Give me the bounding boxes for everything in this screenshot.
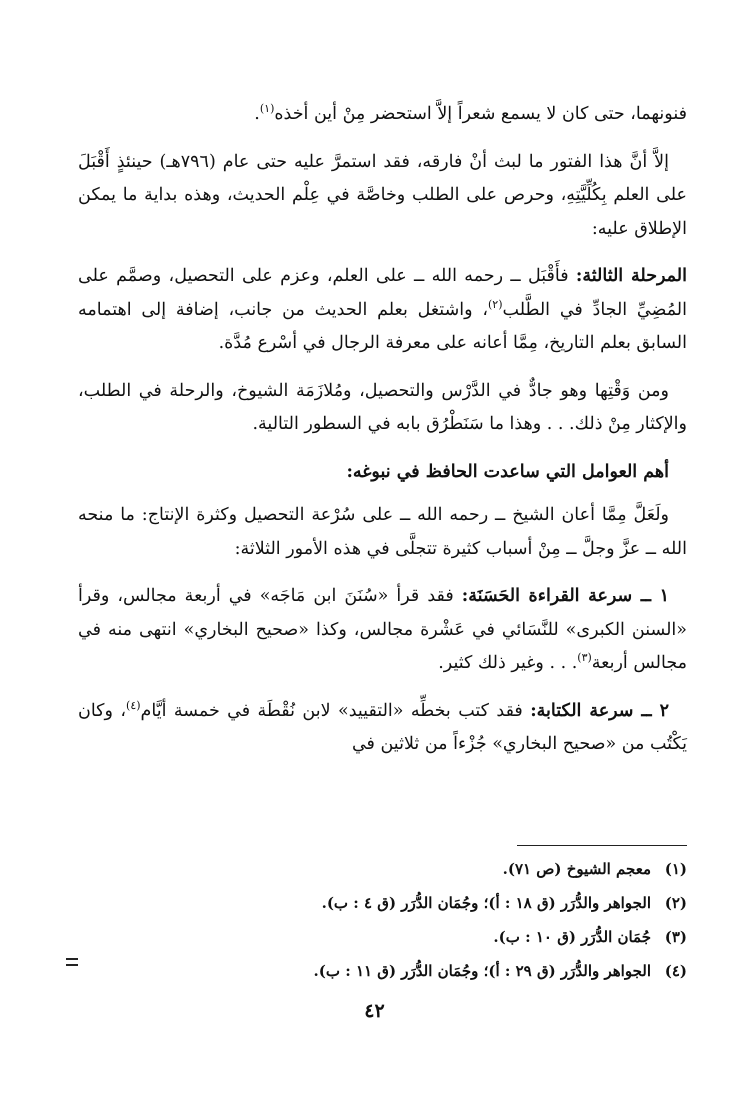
page-number: ٤٢ [364, 1000, 385, 1022]
footnote-2-text: الجواهر والدُّرَر (ق ١٨ : أ)؛ وجُمَان الدُّرَر (ق ٤ : ب). [321, 894, 651, 912]
paragraph-2 [78, 146, 687, 247]
footnote-divider [517, 845, 687, 846]
footnote-3-number: (٣) [664, 928, 687, 946]
footnote-3 [78, 920, 687, 954]
factor-one-label: ١ ــ سرعة القراءة الحَسَنَة: [461, 586, 669, 606]
footnotes [78, 852, 687, 988]
paragraph-3-text: فأَقْبَل ــ رحمه الله ــ على العلم، وعزم على التحصيل، وصمَّم على المُضِيِّ الجادِّ في الطَّلب [78, 266, 688, 320]
paragraph-7 [78, 695, 687, 762]
paragraph-1-text: فنونهما، حتى كان لا يسمع شعراً إلاَّ استحضر مِنْ أين أخذه [274, 104, 687, 124]
paragraph-7-text: فقد كتب بخطِّه «التقييد» لابن نُقْطَة في خمسة أيَّام [140, 700, 531, 721]
margin-mark [66, 958, 78, 966]
paragraph-1-tail: . [254, 104, 260, 124]
paragraph-2-text: إلاَّ أنَّ هذا الفتور ما لبث أنْ فارقه، فقد استمرَّ عليه حتى عام (٧٩٦هـ) حينئذٍ أَقْبَلَ على العلم بِكُلِّيَّتِهِ، وحرص على الطلب وخاصَّة في عِلْم الحديث، وهذه بداية ما يمكن الإطلاق عليه: [78, 151, 687, 239]
stage-three-label: المرحلة الثالثة: [575, 266, 687, 286]
paragraph-5-text: ولَعَلَّ مِمَّا أعان الشيخ ــ رحمه الله ــ على سُرْعة التحصيل وكثرة الإنتاج: ما منحه الله ــ عزَّ وجلَّ ــ مِنْ أسباب كثيرة تتجلَّى في هذه الأمور الثلاثة: [78, 505, 687, 559]
footnote-4-text: الجواهر والدُّرَر (ق ٢٩ : أ)؛ وجُمَان الدُّرَر (ق ١١ : ب). [313, 962, 651, 980]
paragraph-4 [78, 375, 687, 442]
footnote-4-number: (٤) [664, 962, 687, 980]
section-heading: أهم العوامل التي ساعدت الحافظ في نبوغه: [346, 461, 669, 482]
footnote-2 [78, 886, 687, 920]
paragraph-1 [78, 98, 687, 132]
paragraph-4-text: ومن وَقْتِها وهو جادٌّ في الدَّرْس والتحصيل، ومُلازَمَة الشيوخ، والرحلة في الطلب، والإكثار مِنْ ذلك. . . وهذا ما سَنَطْرُق بابه في السطور التالية. [78, 380, 687, 434]
paragraph-3-tail: ، واشتغل بعلم الحديث من جانب، إضافة إلى اهتمامه السابق بعلم التاريخ، مِمَّا أعانه على معرفة الرجال في أسْرع مُدَّة. [78, 299, 687, 353]
main-text [78, 98, 687, 776]
footnote-2-number: (٢) [664, 894, 687, 912]
footnote-ref-4[interactable]: (٤) [126, 698, 141, 712]
footnote-1-number: (١) [664, 860, 687, 878]
paragraph-3 [78, 260, 687, 361]
paragraph-6-text: فقد قرأ «سُنَنَ ابن مَاجَه» في أربعة مجالس، وقرأ «السنن الكبرى» للنَّسَائي في عَشْرة مجالس، وكذا «صحيح البخاري» انتهى منه في مجالس أربعة [78, 586, 687, 673]
paragraph-7-tail: ، وكان يَكْتُب من «صحيح البخاري» جُزْءاً من ثلاثين في [78, 700, 687, 754]
paragraph-6 [78, 580, 687, 681]
footnote-4 [78, 954, 687, 988]
footnote-ref-3[interactable]: (٣) [577, 651, 592, 665]
paragraph-6-tail: . . . وغير ذلك كثير. [438, 653, 578, 673]
footnote-3-text: جُمَان الدُّرَر (ق ١٠ : ب). [493, 928, 651, 946]
paragraph-5 [78, 499, 687, 566]
footnote-ref-1[interactable]: (١) [259, 102, 275, 116]
footnote-1 [78, 852, 687, 886]
footnote-ref-2[interactable]: (٢) [488, 297, 503, 311]
factor-two-label: ٢ ــ سرعة الكتابة: [530, 700, 669, 721]
footnote-1-text: معجم الشيوخ (ص ٧١). [502, 860, 651, 878]
